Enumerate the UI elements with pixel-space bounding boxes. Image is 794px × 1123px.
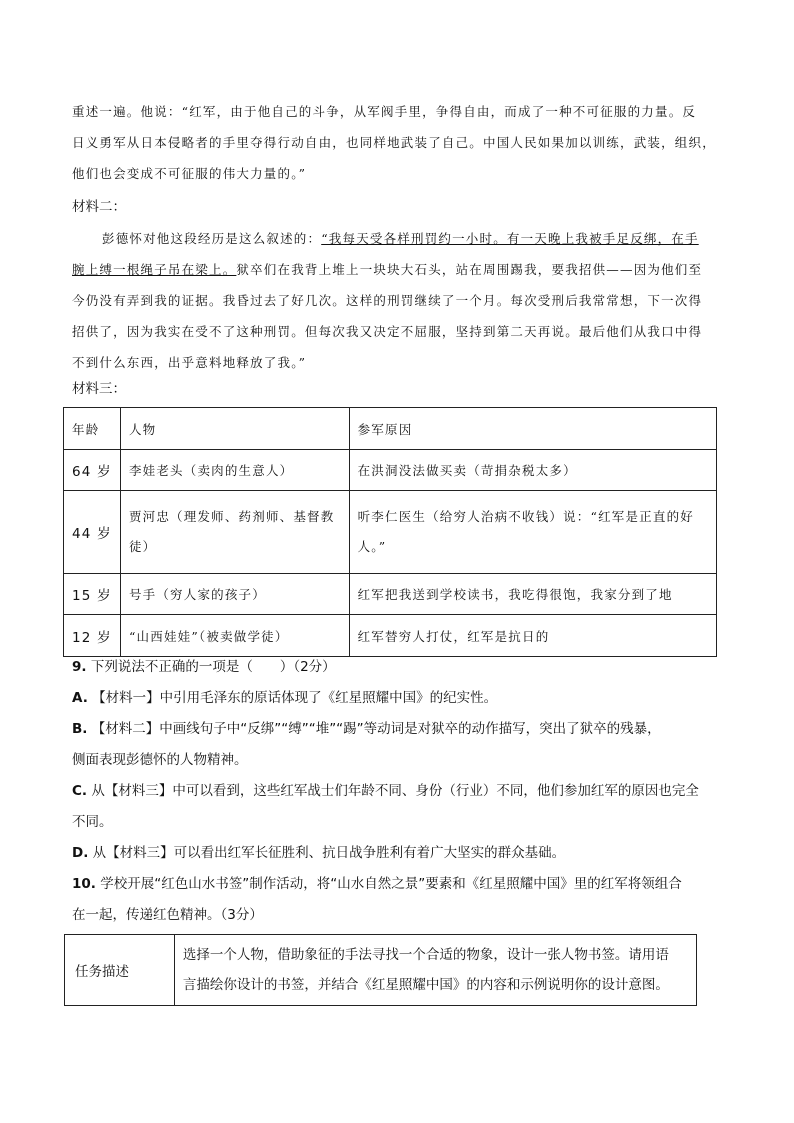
material-three-label: 材料三： [72,381,126,397]
text-line [72,254,722,285]
option-letter: D. [72,845,89,861]
text-line: 招供了，因为我实在受不了这种刑罚。但每次我又决定不屈服，坚持到第二天再说。最后他们从我口中得 [72,324,703,339]
cell-person: 贾河忠（理发师、药剂师、基督教徒） [120,491,349,574]
text-line: 不到什么东西，出乎意料地释放了我。” [72,355,307,370]
underlined-sentence: 腕上缚一根绳子吊在梁上。 [72,262,237,277]
cell-age: 44 岁 [64,491,121,574]
header-reason: 参军原因 [349,408,716,450]
task-line: 言描绘你设计的书签，并结合《红星照耀中国》的内容和示例说明你的设计意图。 [182,977,669,993]
material-two-body [72,223,722,378]
material-three-table [63,407,717,657]
text-line: 他们也会变成不可征服的伟大力量的。” [72,166,307,181]
option-text: 从【材料三】可以看出红军长征胜利、抗日战争胜利有着广大坚实的群众基础。 [92,845,566,861]
cell-age: 12 岁 [64,615,121,657]
cell-person: 号手（穷人家的孩子） [120,574,349,615]
text-line: 日义勇军从日本侵略者的手里夺得行动自由，也同样地武装了自己。中国人民如果加以训练，武装，组织， [72,135,716,150]
header-age: 年龄 [64,408,121,450]
body-text: 狱卒们在我背上堆上一块块大石头，站在周围踢我，要我招供——因为他们至 [236,262,703,277]
question-stem [72,652,732,683]
option-letter: C. [72,783,88,799]
option-b-continued: 侧面表现彭德怀的人物精神。 [72,752,248,768]
material-two-label: 材料二： [72,199,126,215]
task-label: 任务描述 [65,935,175,1006]
option-text: 【材料二】中画线句子中“反绑”“缚”“堆”“踢”等动词是对狱卒的动作描写，突出了狱卒的残暴， [91,721,661,737]
text-line: 今仍没有弄到我的证据。我昏过去了好几次。这样的刑罚继续了一个月。每次受刑后我常常想，下一次得 [72,293,703,308]
table-header-row [64,408,717,450]
text-line: 重述一遍。他说：“红军，由于他自己的斗争，从军阀手里，争得自由，而成了一种不可征服的力量。反 [72,104,697,119]
table-row [64,615,717,657]
table-row [64,491,717,574]
table-row [65,935,697,1006]
option-letter: A. [72,690,88,706]
cell-person: “山西娃娃”（被卖做学徒） [120,615,349,657]
stem-text: 学校开展“红色山水书签”制作活动，将“山水自然之景”要素和《红星照耀中国》里的红军将领组合 [100,876,682,892]
option-text: 【材料一】中引用毛泽东的原话体现了《红星照耀中国》的纪实性。 [92,690,498,706]
task-description [174,935,696,1006]
question-number: 10. [72,876,96,892]
cell-reason: 听李仁医生（给穷人治病不收钱）说：“红军是正直的好人。” [349,491,716,574]
table-row [64,450,717,491]
task-line: 选择一个人物，借助象征的手法寻找一个合适的物象，设计一张人物书签。请用语 [182,947,669,963]
cell-reason: 红军替穷人打仗，红军是抗日的 [349,615,716,657]
option-b [72,714,732,745]
question-number: 9. [72,659,87,675]
intro-text: 彭德怀对他这段经历是这么叙述的： [102,231,322,246]
stem-text: 下列说法不正确的一项是（ ）（2分） [90,659,336,675]
question-stem-continued: 在一起，传递红色精神。（3分） [72,907,263,923]
question-ten [72,869,732,931]
cell-reason: 红军把我送到学校读书，我吃得很饱，我家分到了地 [349,574,716,615]
table-row [64,574,717,615]
option-a [72,683,732,714]
cell-age: 64 岁 [64,450,121,491]
option-letter: B. [72,721,88,737]
question-nine [72,652,732,869]
cell-age: 15 岁 [64,574,121,615]
option-text: 从【材料三】中可以看到，这些红军战士们年龄不同、身份（行业）不同，他们参加红军的原因也完全 [91,783,699,799]
option-c [72,776,732,807]
question-stem [72,869,732,900]
cell-reason: 在洪洞没法做买卖（苛捐杂税太多） [349,450,716,491]
header-person: 人物 [120,408,349,450]
option-c-continued: 不同。 [72,814,113,830]
material-one-tail [72,96,722,189]
option-d [72,838,732,869]
task-table [64,934,697,1006]
text-line [72,223,722,254]
underlined-sentence: “我每天受各样刑罚约一小时。有一天晚上我被手足反绑，在手 [321,231,699,246]
cell-person: 李娃老头（卖肉的生意人） [120,450,349,491]
